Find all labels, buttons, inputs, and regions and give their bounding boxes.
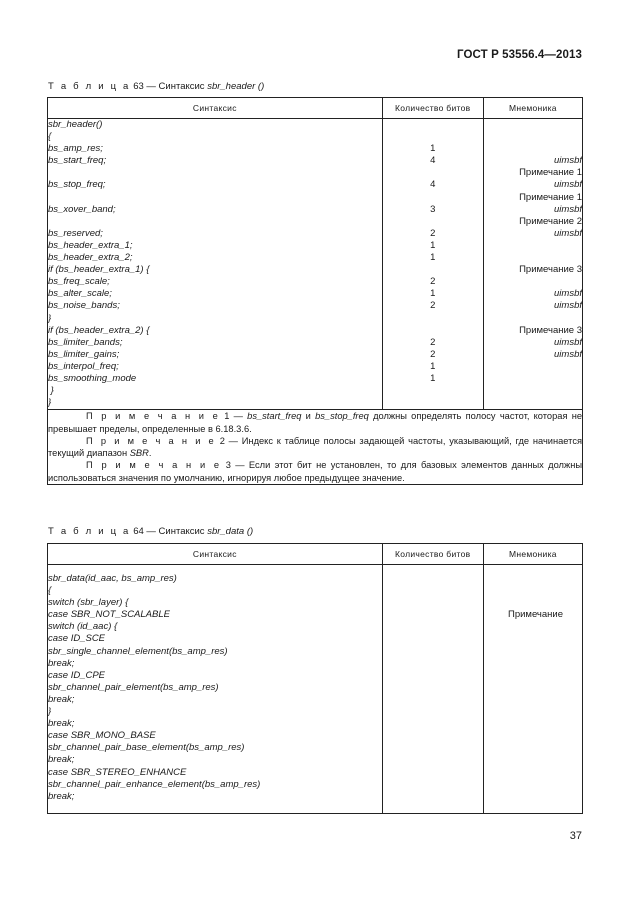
mnemonic-value <box>484 119 582 131</box>
note-3 <box>48 459 582 484</box>
mnemonic-value <box>484 621 563 633</box>
mnemonic-value: Примечание 3 <box>519 264 582 276</box>
table64-mnemonic-cell <box>483 565 582 814</box>
mnemonic-value: Примечание 3 <box>519 324 582 336</box>
syntax-line: bs_interpol_freq; <box>48 360 119 372</box>
syntax-line: switch (sbr_layer) { <box>48 597 129 609</box>
column-header-mnemonic: Мнемоника <box>483 98 582 119</box>
table63 <box>47 97 583 485</box>
syntax-line: } <box>48 397 52 409</box>
bits-value <box>383 264 483 276</box>
syntax-line: } <box>48 706 52 718</box>
note-2-text: Индекс к таблице полосы задающей частоты, указывающий, где начинается текущий диапазон <box>48 435 583 459</box>
table64-caption-label: Т а б л и ц а <box>48 526 131 537</box>
syntax-line: bs_limiter_bands; <box>48 336 123 348</box>
table63-header-row <box>48 98 583 119</box>
syntax-line: sbr_data(id_aac, bs_amp_res) <box>48 573 177 584</box>
mnemonic-value <box>484 143 582 155</box>
bits-value <box>383 573 483 585</box>
syntax-line: bs_reserved; <box>48 227 103 239</box>
syntax-line: case SBR_STEREO_ENHANCE <box>48 766 187 778</box>
mnemonic-value: uimsbf <box>554 155 582 167</box>
bits-value <box>383 609 483 621</box>
mnemonic-value <box>484 131 582 143</box>
bits-value <box>383 131 483 143</box>
syntax-line: bs_xover_band; <box>48 203 116 215</box>
mnemonic-value <box>484 730 563 742</box>
syntax-line: sbr_channel_pair_enhance_element(bs_amp_res) <box>48 778 261 790</box>
bits-value <box>383 682 483 694</box>
mnemonic-value <box>484 361 582 373</box>
table64-caption-name: sbr_data () <box>207 526 254 537</box>
table63-notes-row <box>48 410 583 485</box>
bits-value: 4 <box>430 179 436 191</box>
note-2-term: SBR <box>129 448 149 459</box>
note-label: П р и м е ч а н и е <box>86 411 220 422</box>
mnemonic-value <box>484 276 582 288</box>
syntax-line: break; <box>48 718 75 730</box>
bits-value <box>383 742 483 754</box>
note-1-term-b: bs_stop_freq <box>315 411 369 422</box>
bits-value: 2 <box>430 300 436 312</box>
mnemonic-value: uimsbf <box>554 300 582 312</box>
bits-value: 2 <box>430 336 436 348</box>
bits-value: 2 <box>430 276 436 288</box>
mnemonic-value <box>484 573 563 585</box>
mnemonic-value <box>484 718 563 730</box>
column-header-mnemonic: Мнемоника <box>483 544 582 565</box>
bits-value: 1 <box>430 239 436 251</box>
bits-value <box>383 730 483 742</box>
bits-value <box>383 646 483 658</box>
column-header-syntax: Синтаксис <box>48 98 383 119</box>
table64 <box>47 543 583 814</box>
mnemonic-value <box>484 373 582 385</box>
bits-value: 1 <box>430 143 436 155</box>
bits-value <box>383 397 483 409</box>
mnemonic-value <box>484 670 563 682</box>
note-1-and: и <box>301 411 316 422</box>
syntax-line: sbr_header() <box>48 119 103 130</box>
bits-value: 4 <box>430 155 436 167</box>
syntax-line: bs_freq_scale; <box>48 276 110 288</box>
table63-caption-dash: — Синтаксис <box>143 81 208 92</box>
page-number: 37 <box>569 830 582 842</box>
mnemonic-value <box>484 646 563 658</box>
syntax-line: if (bs_header_extra_1) { <box>48 264 150 276</box>
note-1-number: 1 — <box>220 411 248 422</box>
mnemonic-value <box>484 706 563 718</box>
mnemonic-value: Примечание 1 <box>519 191 582 203</box>
mnemonic-value <box>484 397 582 409</box>
syntax-line: bs_smoothing_mode <box>48 372 137 384</box>
mnemonic-value: Примечание 1 <box>519 167 582 179</box>
table64-header-row <box>48 544 583 565</box>
syntax-line: case ID_CPE <box>48 669 106 681</box>
syntax-line: break; <box>48 657 75 669</box>
table64-body-row <box>48 565 583 814</box>
bits-value <box>383 779 483 791</box>
bits-value <box>383 767 483 779</box>
table64-caption <box>48 526 253 537</box>
mnemonic-value <box>484 682 563 694</box>
bits-value <box>383 216 483 228</box>
syntax-line: break; <box>48 790 75 802</box>
syntax-line: if (bs_header_extra_2) { <box>48 324 150 336</box>
syntax-line: { <box>48 585 52 597</box>
bits-value: 1 <box>430 360 436 372</box>
table63-caption-name: sbr_header () <box>207 81 265 92</box>
bits-value: 2 <box>430 227 436 239</box>
syntax-line: bs_noise_bands; <box>48 300 120 312</box>
note-3-text: Если этот бит не установлен, то для базовых элементов данных должны использоваться значения по умолчанию, игнорируя любое предыдущее значение. <box>48 460 583 483</box>
mnemonic-value: uimsbf <box>554 348 582 360</box>
syntax-line: sbr_channel_pair_base_element(bs_amp_res) <box>48 742 245 754</box>
table64-syntax-cell <box>48 565 383 814</box>
table63-mnemonic-cell <box>483 119 582 410</box>
syntax-line: bs_stop_freq; <box>48 179 106 191</box>
syntax-line: sbr_single_channel_element(bs_amp_res) <box>48 645 228 657</box>
bits-value <box>383 313 483 325</box>
bits-value <box>383 633 483 645</box>
mnemonic-value <box>484 767 563 779</box>
column-header-syntax: Синтаксис <box>48 544 383 565</box>
mnemonic-value: uimsbf <box>554 203 582 215</box>
syntax-line: } <box>48 385 54 397</box>
bits-value <box>383 658 483 670</box>
table64-caption-number: 64 <box>133 526 144 537</box>
bits-value <box>383 670 483 682</box>
note-1 <box>48 410 582 435</box>
column-header-bits: Количество битов <box>382 544 483 565</box>
table63-caption-label: Т а б л и ц а <box>48 81 131 92</box>
syntax-line <box>48 192 382 204</box>
bits-value: 3 <box>430 203 436 215</box>
bits-value <box>383 706 483 718</box>
bits-value <box>383 754 483 766</box>
document-id: ГОСТ Р 53556.4—2013 <box>457 49 582 61</box>
syntax-line: break; <box>48 693 75 705</box>
bits-value <box>383 167 483 179</box>
bits-value <box>383 192 483 204</box>
bits-value <box>383 621 483 633</box>
mnemonic-value <box>484 694 563 706</box>
mnemonic-value: Примечание <box>508 609 563 621</box>
bits-value <box>383 585 483 597</box>
mnemonic-value <box>484 385 582 397</box>
table63-caption <box>48 81 264 92</box>
syntax-line: break; <box>48 754 75 766</box>
syntax-line: switch (id_aac) { <box>48 621 118 633</box>
note-label: П р и м е ч а н и е <box>86 435 216 446</box>
syntax-line: case SBR_NOT_SCALABLE <box>48 609 170 621</box>
syntax-line: bs_amp_res; <box>48 143 103 155</box>
mnemonic-value <box>484 742 563 754</box>
note-3-number: 3 — <box>221 460 249 471</box>
bits-value: 1 <box>430 372 436 384</box>
syntax-line: case ID_SCE <box>48 633 106 645</box>
table63-caption-number: 63 <box>133 81 144 92</box>
syntax-line: bs_start_freq; <box>48 155 107 167</box>
bits-value <box>383 385 483 397</box>
mnemonic-value <box>484 791 563 803</box>
mnemonic-value: uimsbf <box>554 179 582 191</box>
mnemonic-value <box>484 313 582 325</box>
mnemonic-value <box>484 779 563 791</box>
note-1-text: должны определять полосу частот, которая не превышает пределы, определенные в 6.18.3.6. <box>48 411 583 434</box>
syntax-line: case SBR_MONO_BASE <box>48 730 156 742</box>
mnemonic-value <box>484 633 563 645</box>
syntax-line: bs_alter_scale; <box>48 288 112 300</box>
mnemonic-value <box>484 240 582 252</box>
table63-bits-cell <box>382 119 483 410</box>
bits-value <box>383 718 483 730</box>
table63-syntax-cell <box>48 119 383 410</box>
syntax-line: } <box>48 312 52 324</box>
mnemonic-value <box>484 585 563 597</box>
table63-body-row <box>48 119 583 410</box>
syntax-line <box>48 216 382 228</box>
note-2-number: 2 — <box>215 435 242 446</box>
bits-value <box>383 325 483 337</box>
syntax-line: bs_limiter_gains; <box>48 348 120 360</box>
bits-value: 2 <box>430 348 436 360</box>
syntax-line: bs_header_extra_2; <box>48 252 133 264</box>
mnemonic-value <box>484 658 563 670</box>
mnemonic-value <box>484 754 563 766</box>
table63-notes <box>48 410 583 485</box>
mnemonic-value: uimsbf <box>554 336 582 348</box>
mnemonic-value: uimsbf <box>554 227 582 239</box>
table64-caption-dash: — Синтаксис <box>143 526 208 537</box>
mnemonic-value <box>484 597 563 609</box>
note-2 <box>48 435 582 460</box>
mnemonic-value: uimsbf <box>554 288 582 300</box>
column-header-bits: Количество битов <box>382 98 483 119</box>
bits-value <box>383 791 483 803</box>
bits-value <box>383 119 483 131</box>
bits-value <box>383 597 483 609</box>
table64-bits-cell <box>382 565 483 814</box>
bits-value: 1 <box>430 252 436 264</box>
mnemonic-value <box>484 252 582 264</box>
syntax-line: { <box>48 131 52 143</box>
note-1-term-a: bs_start_freq <box>247 411 302 422</box>
syntax-line <box>48 167 382 179</box>
mnemonic-value: Примечание 2 <box>519 215 582 227</box>
note-2-end: . <box>148 448 152 459</box>
syntax-line: sbr_channel_pair_element(bs_amp_res) <box>48 681 219 693</box>
syntax-line: bs_header_extra_1; <box>48 239 133 251</box>
note-label: П р и м е ч а н и е <box>86 460 222 471</box>
bits-value <box>383 694 483 706</box>
bits-value: 1 <box>430 288 436 300</box>
